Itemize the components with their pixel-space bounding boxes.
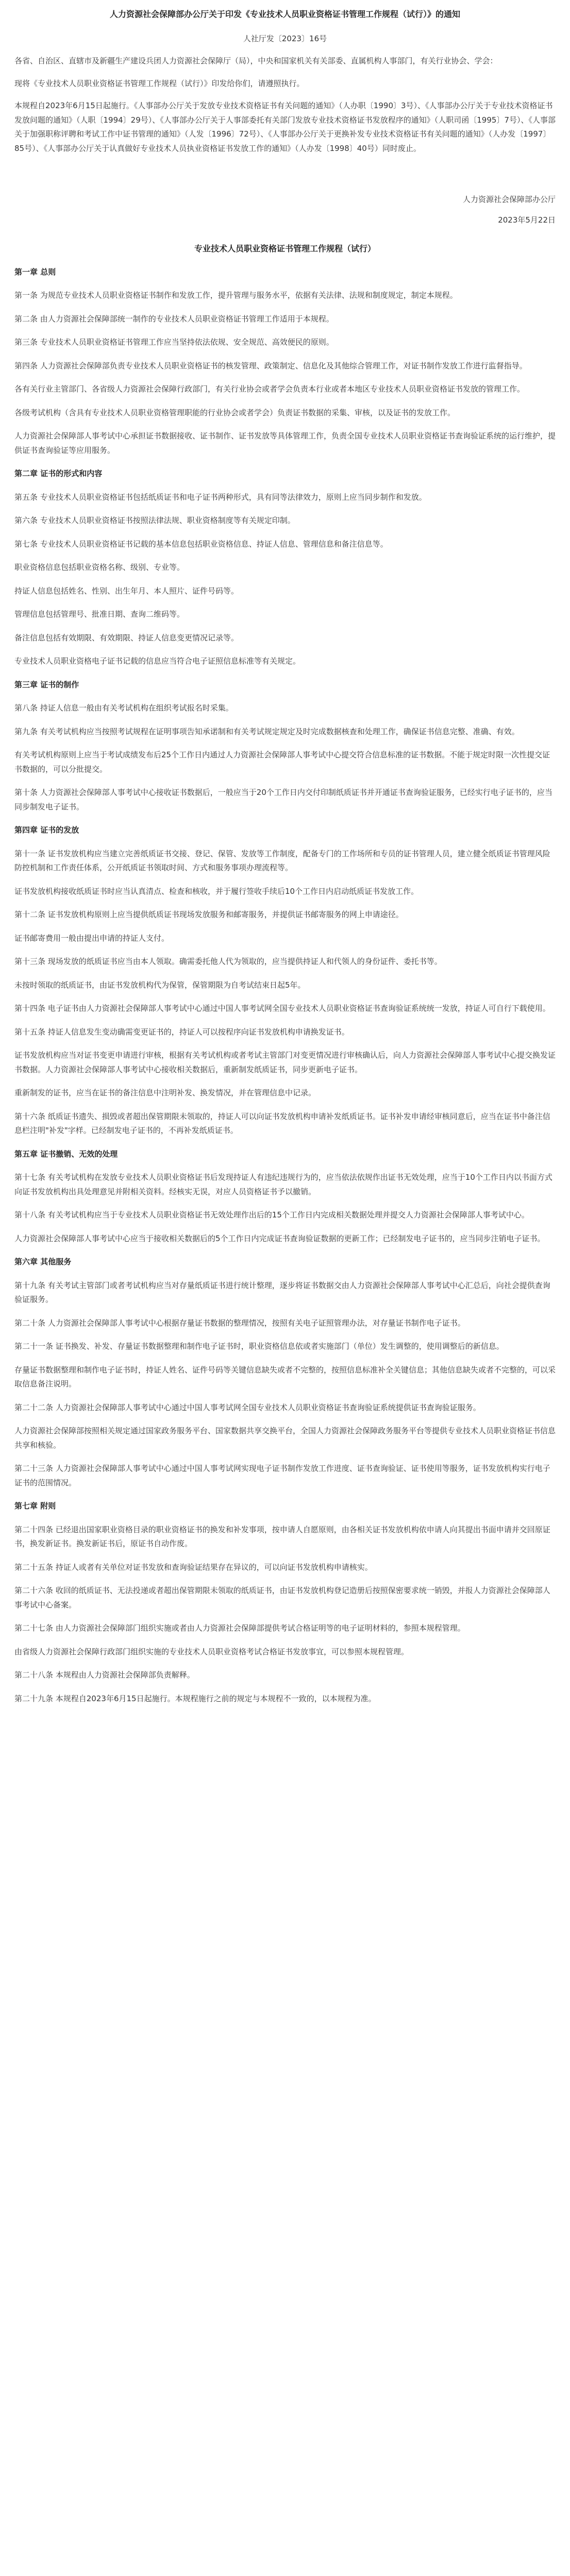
article-paragraph: 有关考试机构原则上应当于考试成绩发布后25个工作日内通过人力资源社会保障部人事考试中心提交符合信息标准的证书数据。不能于规定时限一次性提交证书数据的，可以分批提交。 — [14, 750, 550, 774]
article-paragraph: 重新制发的证书，应当在证书的备注信息中注明补发、换发情况，并在管理信息中记录。 — [14, 1088, 316, 1097]
article: 第十六条 纸质证书遗失、损毁或者超出保管期限未领取的，持证人可以向证书发放机构申请补发纸质证书。证书补发申请经审核同意后，应当在证书中备注信息栏注明"补发"字样。已经制发电子证书的，不再补发纸质证书。 — [14, 1111, 550, 1135]
article: 第二十条 人力资源社会保障部人事考试中心根据存量证书数据的整理情况，按照有关电子证照管理办法，对存量证书制作电子证书。 — [14, 1318, 465, 1328]
chapter-heading: 第六章 其他服务 — [14, 1257, 72, 1266]
article-paragraph: 未按时领取的纸质证书，由证书发放机构代为保管，保管期限为自考试结束日起5年。 — [14, 980, 306, 990]
article: 第二十六条 收回的纸质证书、无法投递或者超出保管期限未领取的纸质证书，由证书发放机构登记造册后按照保密要求统一销毁，并报人力资源社会保障部人事考试中心备案。 — [14, 1586, 550, 1609]
article-paragraph: 人力资源社会保障部人事考试中心承担证书数据接收、证书制作、证书发放等具体管理工作，负责全国专业技术人员职业资格证书查询验证系统的运行维护，提供证书查询验证等应用服务。 — [14, 431, 556, 455]
article: 第十一条 证书发放机构应当建立完善纸质证书交接、登记、保管、发放等工作制度，配备专门的工作场所和专员的证书管理人员，建立健全纸质证书管理风险防控机制和工作责任体系，公开纸质证书领取时间、方式和服务事项办理流程等。 — [14, 849, 550, 872]
chapter-heading: 第四章 证书的发放 — [14, 825, 79, 835]
article-paragraph: 持证人信息包括姓名、性别、出生年月、本人照片、证件号码等。 — [14, 586, 239, 596]
article: 第十九条 有关考试主管部门或者考试机构应当对存量纸质证书进行统计整理，逐步将证书数据交由人力资源社会保障部人事考试中心汇总后，向社会提供查询验证服务。 — [14, 1280, 550, 1304]
article-paragraph: 证书发放机构应当对证书变更申请进行审核，根据有关考试机构或者考试主管部门对变更情况进行审核确认后，向人力资源社会保障部人事考试中心提交换发证书数据。人力资源社会保障部人事考试中心接收相关数据后，重新制发纸质证书，同步更新电子证书。 — [14, 1050, 556, 1074]
article: 第二十一条 证书换发、补发、存量证书数据整理和制作电子证书时，职业资格信息依或者实施部门（单位）发生调整的，使用调整后的新信息。 — [14, 1342, 504, 1351]
article-paragraph: 人力资源社会保障部人事考试中心应当于接收相关数据后的5个工作日内完成证书查询验证数据的更新工作；已经制发电子证书的，应当同步注销电子证书。 — [14, 1233, 545, 1243]
issue-date: 2023年5月22日 — [498, 215, 556, 225]
chapter-heading: 第二章 证书的形式和内容 — [14, 469, 103, 478]
article: 第九条 有关考试机构应当按照考试规程在证明事项告知承诺制和有关考试规定规定及时完成数据核查和处理工作，确保证书信息完整、准确、有效。 — [14, 726, 519, 736]
article-paragraph: 由省级人力资源社会保障行政部门组织实施的专业技术人员职业资格考试合格证书发放事宜，可以参照本规程管理。 — [14, 1647, 409, 1656]
notice-title: 人力资源社会保障部办公厅关于印发《专业技术人员职业资格证书管理工作规程（试行）》的通知 — [109, 9, 460, 19]
article-paragraph: 人力资源社会保障部按照相关规定通过国家政务服务平台、国家数据共享交换平台，全国人力资源社会保障政务服务平台等提供专业技术人员职业资格证书信息共享和核验。 — [14, 1426, 556, 1450]
article: 第三条 专业技术人员职业资格证书管理工作应当坚持依法依规、安全规范、高效便民的原则。 — [14, 337, 334, 347]
article-paragraph: 证书发放机构接收纸质证书时应当认真清点、检查和核收，并于履行签收手续后10个工作日内启动纸质证书发放工作。 — [14, 886, 419, 896]
article: 第二十七条 由人力资源社会保障部门组织实施或者由人力资源社会保障部提供考试合格证明等的电子证明材料的，参照本规程管理。 — [14, 1623, 465, 1633]
article: 第七条 专业技术人员职业资格证书记载的基本信息包括职业资格信息、持证人信息、管理信息和备注信息等。 — [14, 539, 388, 549]
article-paragraph: 存量证书数据整理和制作电子证书时，持证人姓名、证件号码等关键信息缺失或者不完整的，按照信息标准补全关键信息；其他信息缺失或者不完整的，可以采取信息备注说明。 — [14, 1365, 556, 1388]
article-paragraph: 备注信息包括有效期限、有效期限、持证人信息变更情况记录等。 — [14, 633, 239, 642]
issuer-signature: 人力资源社会保障部办公厅 — [462, 195, 556, 204]
chapter-heading: 第一章 总则 — [14, 267, 56, 277]
article: 第二十五条 持证人或者有关单位对证书发放和查询验证结果存在异议的，可以向证书发放机构申请核实。 — [14, 1562, 373, 1572]
article: 第二十八条 本规程由人力资源社会保障部负责解释。 — [14, 1670, 195, 1680]
article-paragraph: 管理信息包括管理号、批准日期、查询二维码等。 — [14, 609, 185, 619]
article: 第二十九条 本规程自2023年6月15日起施行。本规程施行之前的规定与本规程不一致的，以本规程为准。 — [14, 1693, 376, 1703]
article: 第八条 持证人信息一般由有关考试机构在组织考试报名时采集。 — [14, 703, 233, 713]
article: 第一条 为规范专业技术人员职业资格证书制作和发放工作，提升管理与服务水平，依据有关法律、法规和制度规定，制定本规程。 — [14, 291, 458, 300]
article: 第二十二条 人力资源社会保障部人事考试中心通过中国人事考试网全国专业技术人员职业资格证书查询验证系统提供证书查询验证服务。 — [14, 1402, 481, 1412]
article: 第十三条 现场发放的纸质证书应当由本人领取。确需委托他人代为领取的，应当提供持证人和代领人的身份证件、委托书等。 — [14, 957, 442, 966]
article-paragraph: 各有关行业主管部门、各省级人力资源社会保障行政部门，有关行业协会或者学会负责本行业或者本地区专业技术人员职业资格证书发放的管理工作。 — [14, 384, 525, 394]
article-paragraph: 各级考试机构（含具有专业技术人员职业资格管理职能的行业协会或者学会）负责证书数据的采集、审核，以及证书的发放工作。 — [14, 408, 456, 417]
notice-body-1: 现将《专业技术人员职业资格证书管理工作规程（试行）》印发给你们，请遵照执行。 — [14, 78, 305, 88]
notice-body-2: 本规程自2023年6月15日起施行。《人事部办公厅关于发放专业技术资格证书有关问题的通知》（人办职〔1990〕3号）、《人事部办公厅关于专业技术资格证书发放问题的通知》（人职〔1994〕29号）、《人事部办公厅关于人事部委托有关部门发放专业技术资格证书发放程序的通知》（人职司函〔1995〕7号）、《人事部关于加强职称评聘和考试工作中证书管理的通知》（人发〔1996〕72号）、《人事部办公厅关于更换补发专业技术资格证书有关问题的通知》（人办发〔1997〕85号）、《人事部办公厅关于认真做好专业技术人员执业资格证书发放工作的通知》（人办发〔1998〕40号）同时废止。 — [14, 101, 556, 153]
article: 第二条 由人力资源社会保障部统一制作的专业技术人员职业资格证书管理工作适用于本规程。 — [14, 314, 334, 324]
article-paragraph: 职业资格信息包括职业资格名称、级别、专业等。 — [14, 563, 185, 572]
article: 第二十三条 人力资源社会保障部人事考试中心通过中国人事考试网实现电子证书制作发放工作进度、证书查询验证、证书使用等服务，证书发放机构实行电子证书的范围情况。 — [14, 1464, 550, 1487]
chapter-heading: 第三章 证书的制作 — [14, 680, 79, 689]
article: 第十七条 有关考试机构在发放专业技术人员职业资格证书后发现持证人有违纪违规行为的，应当依法依规作出证书无效处理，应当于10个工作日内以书面方式向证书发放机构出具处理意见并附相关资料。经核实无误，对应人员资格证书予以撤销。 — [14, 1173, 552, 1196]
article: 第四条 人力资源社会保障部负责专业技术人员职业资格证书的核发管理、政策制定、信息化及其他综合管理工作，对证书制作发放工作进行监督指导。 — [14, 361, 527, 370]
article: 第十二条 证书发放机构原则上应当提供纸质证书现场发放服务和邮寄服务，并提供证书邮寄服务的网上申请途径。 — [14, 910, 404, 919]
article: 第二十四条 已经退出国家职业资格目录的职业资格证书的换发和补发事项，按申请人自愿原则，由各相关证书发放机构依申请人向其提出书面申请并交回原证书，换发新证书。换发新证书后，原证书自动作废。 — [14, 1524, 550, 1548]
article-paragraph: 证书邮寄费用一般由提出申请的持证人支付。 — [14, 933, 170, 943]
document-number: 人社厅发〔2023〕16号 — [243, 33, 327, 43]
chapter-heading: 第五章 证书撤销、无效的处理 — [14, 1149, 118, 1159]
addressee: 各省、自治区、直辖市及新疆生产建设兵团人力资源社会保障厅（局），中央和国家机关有关部委、直属机构人事部门，有关行业协会、学会： — [14, 56, 498, 65]
regulation-title: 专业技术人员职业资格证书管理工作规程（试行） — [194, 244, 376, 253]
article: 第六条 专业技术人员职业资格证书按照法律法规、职业资格制度等有关规定印制。 — [14, 516, 295, 525]
chapter-heading: 第七章 附则 — [14, 1501, 56, 1511]
article: 第十八条 有关考试机构应当于专业技术人员职业资格证书无效处理作出后的15个工作日内完成相关数据处理并提交人力资源社会保障部人事考试中心。 — [14, 1210, 529, 1219]
article: 第十五条 持证人信息发生变动确需变更证书的，持证人可以按程序向证书发放机构申请换发证书。 — [14, 1027, 349, 1037]
article-paragraph: 专业技术人员职业资格电子证书记载的信息应当符合电子证照信息标准等有关规定。 — [14, 656, 301, 666]
article: 第五条 专业技术人员职业资格证书包括纸质证书和电子证书两种形式，具有同等法律效力，原则上应当同步制作和发放。 — [14, 492, 427, 502]
article: 第十条 人力资源社会保障部人事考试中心接收证书数据后，一般应当于20个工作日内交付印制纸质证书并开通证书查询验证服务，已经实行电子证书的，应当同步制发电子证书。 — [14, 788, 552, 811]
article: 第十四条 电子证书由人力资源社会保障部人事考试中心通过中国人事考试网全国专业技术人员职业资格证书查询验证系统统一发放，持证人可自行下载使用。 — [14, 1004, 550, 1013]
